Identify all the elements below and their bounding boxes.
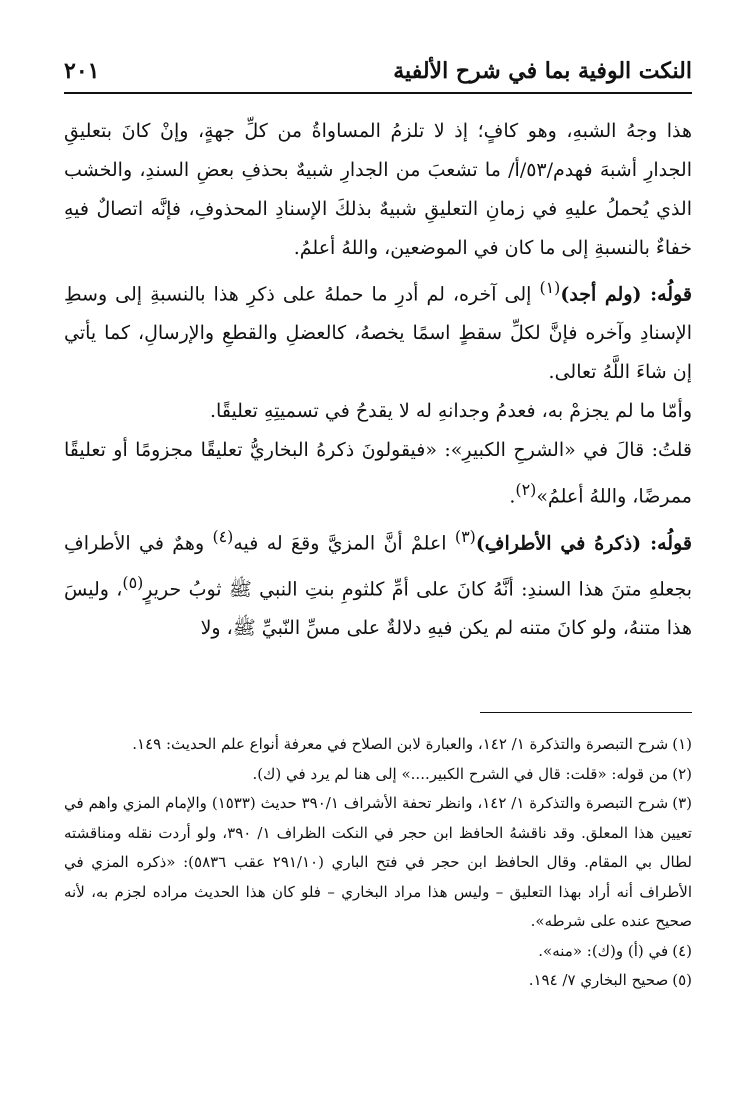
paragraph-2-label: قولُه:: [641, 283, 692, 306]
paragraph-5-text-3: ، وليسَ هذا متنهُ، ولو كانَ متنه لم يكن فيهِ دلالةٌ على مسِّ النّبيِّ ﷺ، ولا: [64, 578, 692, 640]
footnote-number: (٤): [672, 941, 692, 960]
footnote-ref-1: (١): [539, 278, 561, 297]
footnote-number: (٢): [672, 764, 692, 783]
paragraph-4-text: قلتُ: قالَ في «الشرحِ الكبيرِ»: «فيقولونَ ذكرهُ البخاريُّ تعليقًا مجزومًا أو تعليقًا ممرضًا، واللهُ أعلمُ»: [64, 439, 692, 508]
paragraph-4-end: .: [509, 485, 516, 508]
paragraph-2: [64, 268, 692, 392]
paragraph-4: [64, 431, 692, 516]
paragraph-2-text: إلى آخره، لم أدرِ ما حملهُ على ذكرِ هذا بالنسبةِ إلى وسطِ الإسنادِ وآخره فإنَّ لكلِّ سقطٍ اسمًا يخصهُ، كالعضلِ والقطعِ والإرسالِ، كما يأتي إن شاءَ اللَّهُ تعالى.: [64, 283, 693, 384]
footnote-item: [64, 937, 692, 967]
paragraph-5-quote: (ذكرهُ في الأطرافِ): [475, 531, 642, 554]
footnote-text: صحيح البخاري ٧/ ١٩٤.: [528, 971, 669, 989]
page-number: ٢٠١: [64, 58, 100, 84]
paragraph-5-label: قولُه:: [641, 531, 692, 554]
paragraph-5-text-1: اعلمْ أنَّ المزيَّ وقعَ له فيه: [233, 531, 455, 554]
footnote-number: (١): [672, 735, 692, 753]
running-title: النكت الوفية بما في شرح الألفية: [393, 58, 692, 84]
paragraph-3: وأمّا ما لم يجزمْ به، فعدمُ وجدانهِ له لا يقدحُ في تسميتِهِ تعليقًا.: [210, 400, 692, 423]
footnote-text: شرح التبصرة والتذكرة ١/ ١٤٢، وانظر تحفة الأشراف ٣٩٠/١ حديث (١٥٣٣) والإمام المزي واهم في تعيين هذا المعلق. وقد ناقشهُ الحافظ ابن حجر في النكت الظراف ١/ ٣٩٠، ولو أردت نقله ومناقشته لطال بي المقام. وقال الحافظ ابن حجر في فتح الباري (٢٩١/١٠ عقب ٥٨٣٦): «ذكره المزي في الأطراف أنه أراد بهذا التعليق – وليس هذا مراد البخاري – فلو كان هذا الحديث مراده لجزم به، لأنه صحيح عنده على شرطه».: [64, 794, 692, 930]
main-text: [64, 112, 692, 648]
footnote-item: [64, 760, 692, 790]
paragraph-2-quote: (ولم أجد): [560, 283, 642, 306]
footnote-text: في (أ) و(ك): «منه».: [538, 941, 669, 960]
footnote-text: شرح التبصرة والتذكرة ١/ ١٤٢، والعبارة لابن الصلاح في معرفة أنواع علم الحديث: ١٤٩.: [132, 735, 669, 753]
footnote-divider: [480, 712, 692, 713]
paragraph-1: هذا وجهُ الشبهِ، وهو كافٍ؛ إذ لا تلزمُ المساواةُ من كلِّ جهةٍ، وإنْ كانَ بتعليقِ الجدارِ أشبهَ فهدم/٥٣/أ/ ما تشعبَ من الجدارِ شبيهٌ بحذفِ بعضِ السندِ، والخشب الذي يُحملُ عليهِ في زمانِ التعليقِ شبيهٌ بذلكَ الإسنادِ المحذوفِ، فإنَّه اتصالٌ فيهِ خفاءٌ بالنسبةِ إلى ما كان في الموضعين، واللهُ أعلمُ.: [64, 120, 692, 259]
running-header: [64, 52, 692, 92]
footnote-item: [64, 966, 692, 996]
footnote-number: (٣): [672, 794, 692, 812]
footnote-ref-3: (٣): [454, 526, 476, 546]
footnote-ref-2: (٢): [515, 480, 537, 500]
footnote-ref-5: (٥): [122, 572, 144, 592]
footnote-item: [64, 730, 692, 760]
header-divider: [64, 92, 692, 94]
paragraph-5-text-2: وهمٌ في الأطرافِ بجعلهِ متنَ هذا السندِ: أنَّهُ كانَ على أمِّ كلثومِ بنتِ النبي ﷺ ثوبُ حريرٍ: [64, 531, 693, 601]
footnote-ref-4: (٤): [212, 526, 234, 546]
footnote-item: [64, 789, 692, 937]
book-page: [64, 40, 692, 1080]
paragraph-5: [64, 517, 692, 649]
footnotes: [64, 730, 692, 996]
footnote-number: (٥): [672, 971, 692, 989]
footnote-text: من قوله: «قلت: قال في الشرح الكبير....» إلى هنا لم يرد في (ك).: [252, 764, 669, 783]
